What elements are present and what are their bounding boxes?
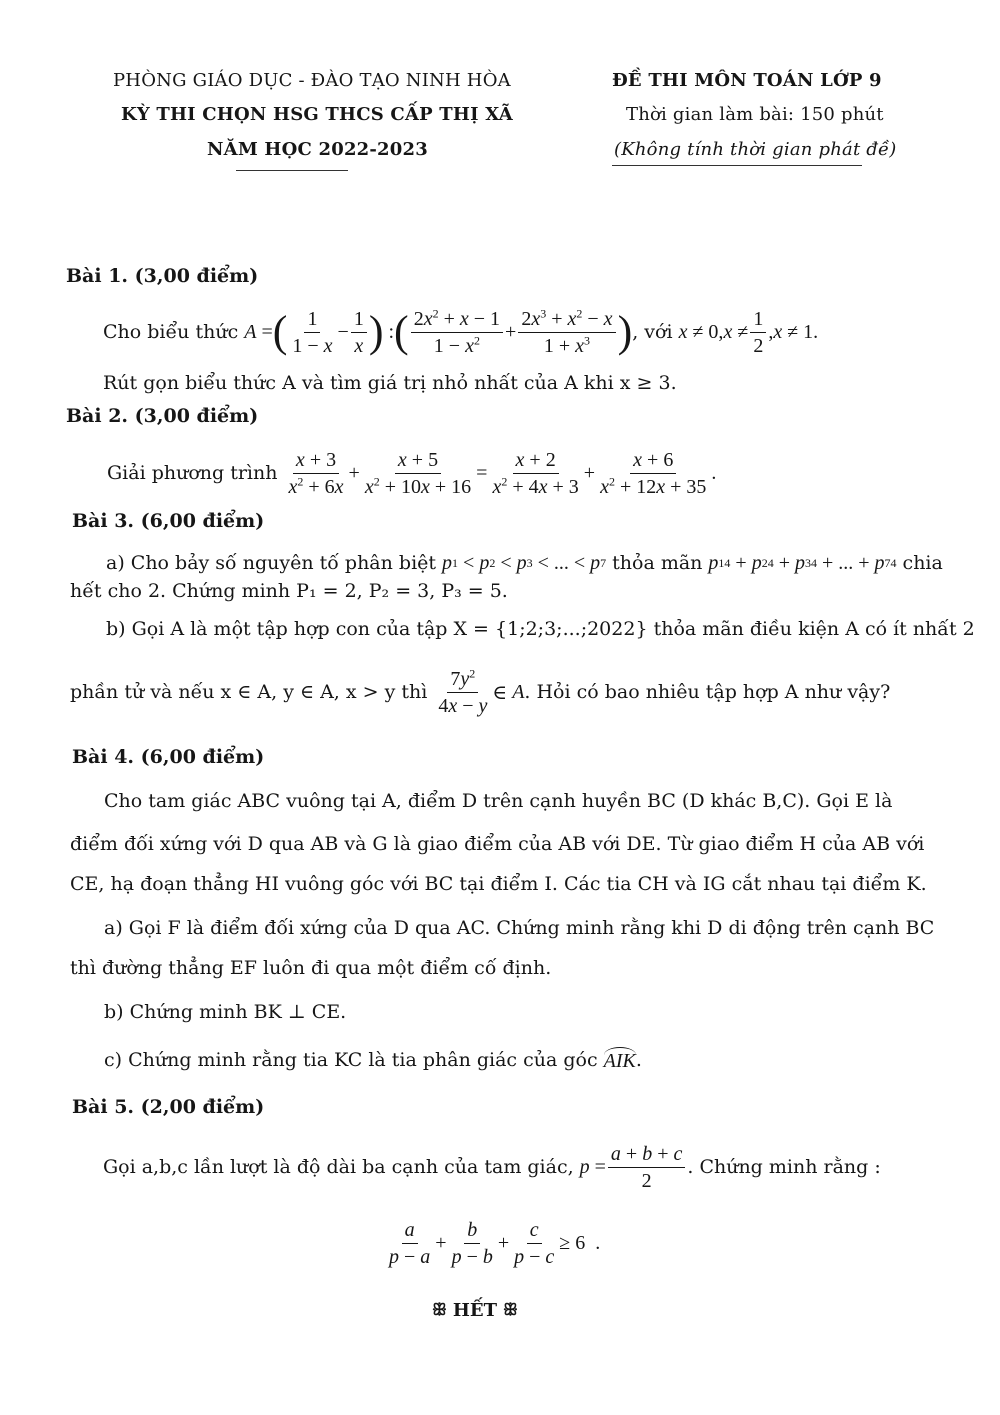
bai2-intro: Giải phương trình — [107, 462, 278, 484]
bai1-intro: Cho biểu thức — [103, 321, 239, 343]
bai4-part-a-line1: a) Gọi F là điểm đối xứng của D qua AC. Chứng minh rằng khi D di động trên cạnh BC — [104, 917, 935, 939]
bai3-a-prefix: a) Cho bảy số nguyên tố phân biệt — [106, 552, 437, 574]
ornament-left-icon: ꕥ — [432, 1300, 447, 1319]
bai4-heading: Bài 4. (6,00 điểm) — [72, 746, 265, 768]
bai1-task: Rút gọn biểu thức A và tìm giá trị nhỏ nhất của A khi x ≥ 3. — [103, 372, 677, 394]
header-exam-name: KỲ THI CHỌN HSG THCS CẤP THỊ XÃ — [121, 104, 513, 125]
bai3-a-mid: thỏa mãn — [612, 552, 703, 574]
bai4-c-prefix: c) Chứng minh rằng tia KC là tia phân giác của góc — [104, 1049, 598, 1071]
bai4-paragraph-line3: CE, hạ đoạn thẳng HI vuông góc với BC tại điểm I. Các tia CH và IG cắt nhau tại điểm K. — [70, 873, 927, 895]
bai5-heading: Bài 5. (2,00 điểm) — [72, 1096, 265, 1118]
header-department: PHÒNG GIÁO DỤC - ĐÀO TẠO NINH HÒA — [113, 70, 511, 91]
bai3-b-line1: b) Gọi A là một tập hợp con của tập X = {1;2;3;...;2022} thỏa mãn điều kiện A có ít nhất 2 — [106, 618, 975, 640]
angle-aik: AIK — [604, 1047, 636, 1073]
bai3-b-line2-suffix: . Hỏi có bao nhiêu tập hợp A như vậy? — [524, 681, 891, 703]
bai5-suffix: . Chứng minh rằng : — [687, 1156, 881, 1178]
bai5-intro: Gọi a,b,c lần lượt là độ dài ba cạnh của tam giác, — [103, 1156, 574, 1178]
end-marker — [432, 1297, 518, 1323]
header-note: (Không tính thời gian phát đề) — [614, 139, 897, 160]
bai5-intro-line: Gọi a,b,c lần lượt là độ dài ba cạnh của tam giác, p = $\frac{a + b + c}{2}$ . Chứng minh rằng : — [103, 1142, 881, 1192]
bai4-paragraph-line1: Cho tam giác ABC vuông tại A, điểm D trên cạnh huyền BC (D khác B,C). Gọi E là — [104, 790, 893, 812]
header-duration: Thời gian làm bài: 150 phút — [626, 104, 884, 125]
bai4-part-c: c) Chứng minh rằng tia KC là tia phân giác của góc AIK . — [104, 1049, 642, 1072]
bai1-heading: Bài 1. (3,00 điểm) — [66, 265, 259, 287]
bai4-part-a-line2: thì đường thẳng EF luôn đi qua một điểm cố định. — [70, 957, 552, 979]
ornament-right-icon: ꕥ — [502, 1300, 518, 1319]
bai1-expression-line: Cho biểu thức A = ( $\frac{1}{1 - x}$ − $\frac{1}{x}$ ) : ( $\frac{2x^2 + x - 1}{1 - x^2}$ + $\frac{2x^3 + x^2 - x}{1 + x^3}$ ) , với x ≠ 0, x ≠ $\frac{1}{2}$ , x ≠ 1. — [103, 305, 819, 357]
bai4-part-b: b) Chứng minh BK ⊥ CE. — [104, 1001, 347, 1023]
bai2-heading: Bài 2. (3,00 điểm) — [66, 405, 259, 427]
header-school-year: NĂM HỌC 2022-2023 — [207, 139, 428, 160]
header-subject: ĐỀ THI MÔN TOÁN LỚP 9 — [612, 70, 882, 91]
bai3-heading: Bài 3. (6,00 điểm) — [72, 510, 265, 532]
bai2-equation-line: Giải phương trình $\frac{x + 3}{x^2 + 6x}$ + $\frac{x + 5}{x^2 + 10x + 16}$ = $\frac{x + 2}{x^2 + 4x + 3}$ + $\frac{x + 6}{x^2 + 12x + 35}$ . — [107, 448, 717, 498]
end-text: HẾT — [452, 1299, 497, 1321]
bai3-b-line2-prefix: phần tử và nếu x ∈ A, y ∈ A, x > y thì — [70, 681, 428, 703]
bai3-a-line2: hết cho 2. Chứng minh P₁ = 2, P₂ = 3, P₃ = 5. — [70, 580, 508, 602]
header-left-underline — [236, 170, 348, 171]
bai1-condition-prefix: , với — [632, 321, 673, 343]
bai5-inequality: $\frac{a}{p - a}$ + $\frac{b}{p - b}$ + $\frac{c}{p - c}$ ≥ 6 . — [389, 1218, 601, 1268]
bai4-paragraph-line2: điểm đối xứng với D qua AB và G là giao điểm của AB với DE. Từ giao điểm H của AB với — [70, 833, 925, 855]
bai3-b-line2: phần tử và nếu x ∈ A, y ∈ A, x > y thì $\frac{7y^2}{4x - y}$ ∈ A . Hỏi có bao nhiêu tập hợp A như vậy? — [70, 665, 891, 717]
header-right-underline — [612, 165, 862, 166]
bai3-part-a-line1: a) Cho bảy số nguyên tố phân biệt p 1 < p 2 < p 3 < ... < p 7 thỏa mãn p 1 4 + p 2 4 + p 3 4 + ... + p 7 4 chia — [106, 551, 943, 574]
bai3-a-suffix: chia — [902, 552, 943, 574]
